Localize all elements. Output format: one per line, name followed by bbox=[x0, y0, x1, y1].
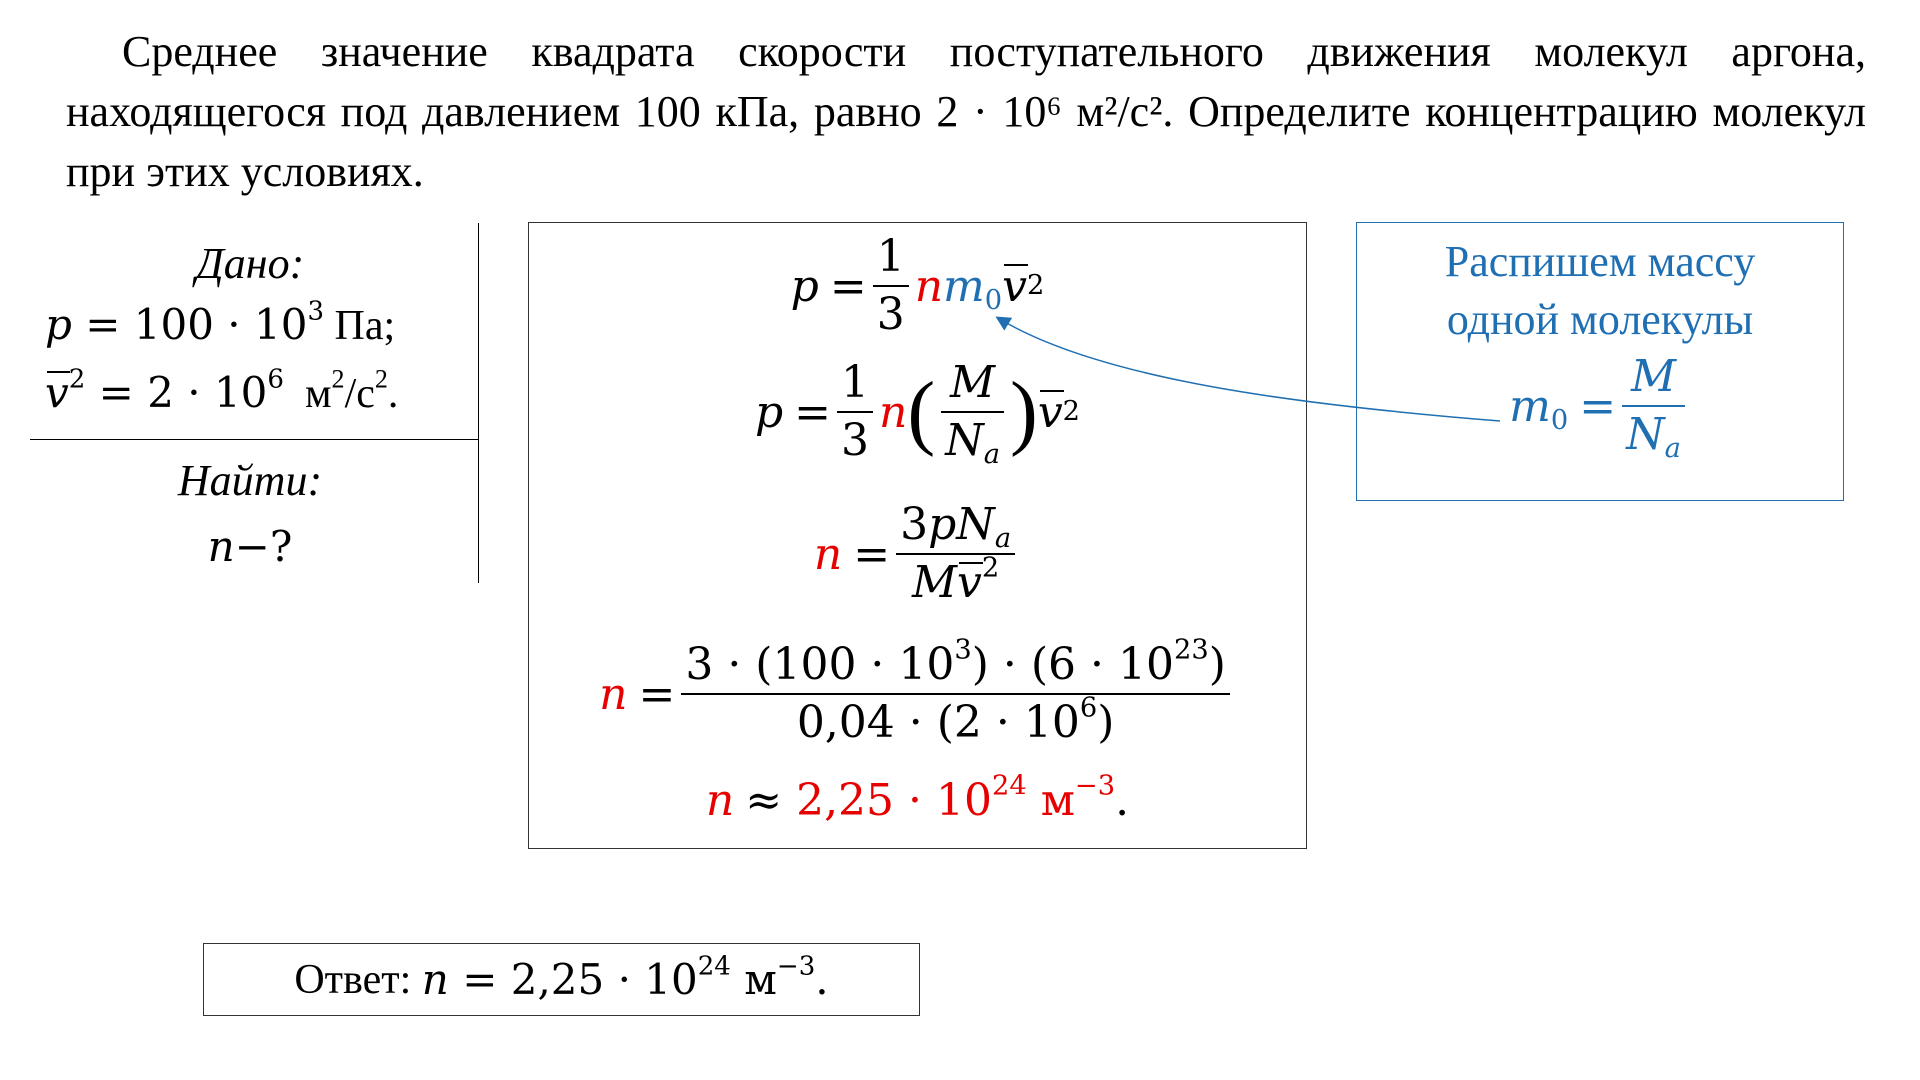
given-title: Дано: bbox=[195, 239, 305, 288]
equation-substitution: n = $\frac{3 \cdot (100 \cdot 10^3) \cdot (6 \cdot 10^{23})}{0,04 \cdot (2 \cdot 10^6)}$ bbox=[529, 641, 1306, 748]
equation-pressure-expanded: p = $\frac{1}{3}$ n ( $\frac{M}{Na}$ ) v 2 bbox=[754, 357, 1081, 471]
find-unknown: n−? bbox=[207, 522, 293, 571]
note-line-2: одной молекулы bbox=[1446, 295, 1754, 344]
note-formula: m0 = $\frac{M}{Na}$ bbox=[1357, 353, 1843, 460]
note-line-1: Распишем массу bbox=[1444, 237, 1756, 286]
equation-result: n ≈ $2,25 \cdot 10^{24}$ $м^{-3}$ . bbox=[705, 770, 1130, 826]
equation-concentration: n = $\frac{\text{3pNa}}{Mv^2}$ bbox=[529, 501, 1306, 608]
given-pressure: $p = 100 \cdot 10^3$ Па; bbox=[45, 296, 396, 349]
equation-pressure: p = $\frac{1}{3}$ n m0 v 2 bbox=[790, 231, 1045, 341]
find-title: Найти: bbox=[177, 456, 323, 505]
arrow-line bbox=[998, 318, 1500, 421]
problem-text: Среднее значение квадрата скорости поступательного движения молекул аргона, находящегося под давлением 100 кПа, равно 2 · 10⁶ м²/с². Определите концентрацию молекул при этих условиях. bbox=[66, 27, 1866, 196]
given-velocity: $v^2 = 2 \cdot 10^6$ $м^2/с^2$. bbox=[45, 364, 399, 417]
answer-box: Ответ: n = $2,25 \cdot 10^{24}$ $м^{-3}$. bbox=[203, 943, 920, 1016]
